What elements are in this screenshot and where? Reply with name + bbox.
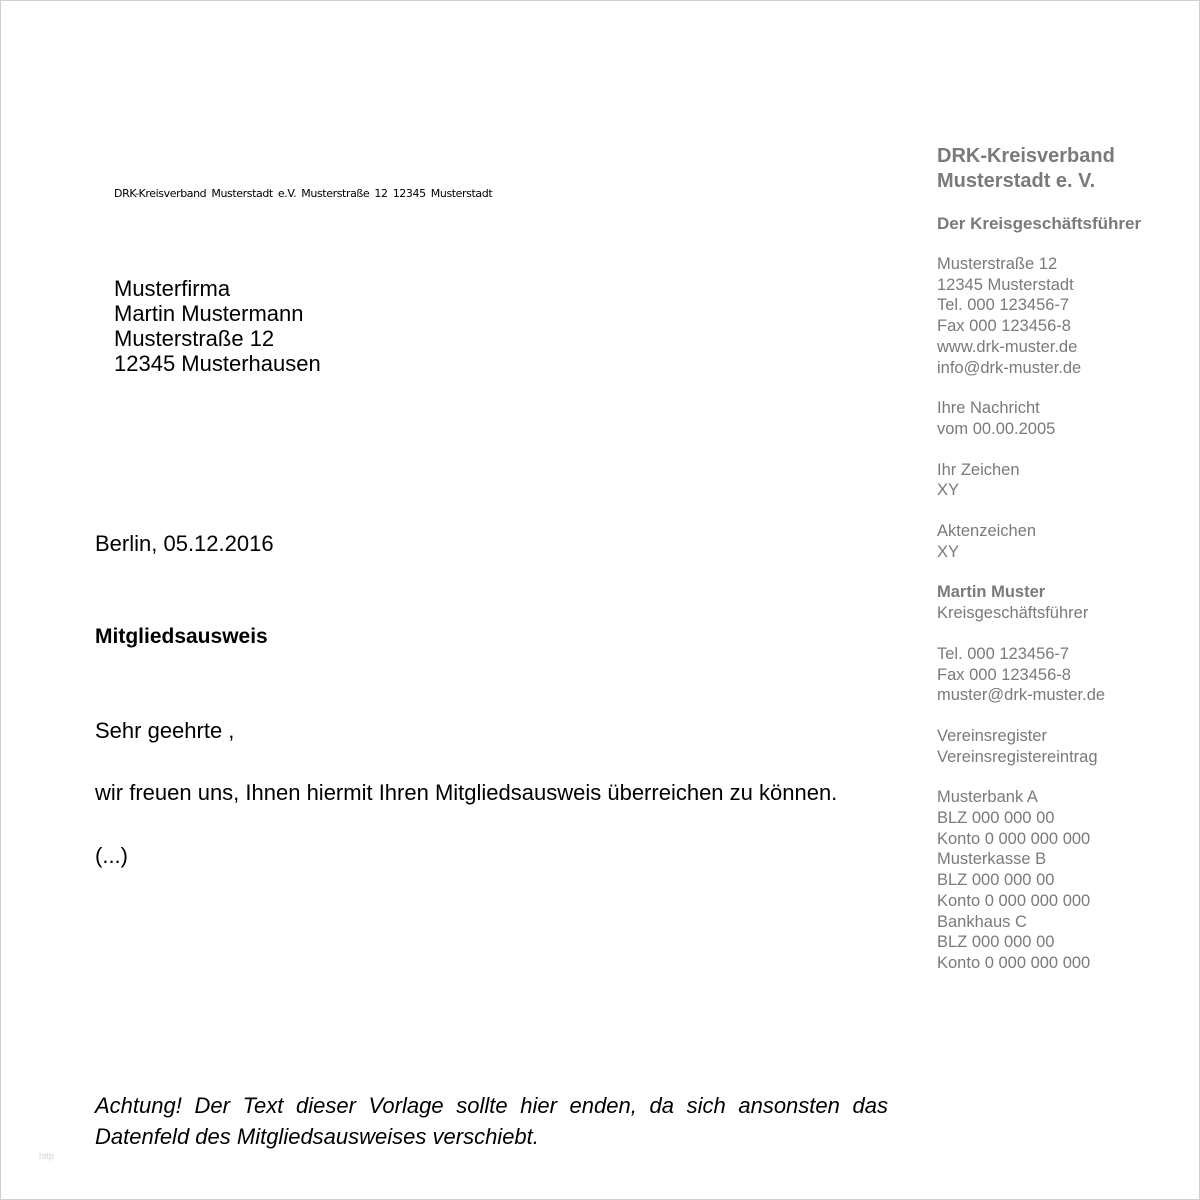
template-note-line-1: Achtung! Der Text dieser Vorlage sollte hier enden, da sich ansonsten das xyxy=(95,1093,888,1118)
bank-2-account: Konto 0 000 000 000 xyxy=(937,891,1091,910)
register-block xyxy=(937,726,1187,767)
sender-return-address: DRK-Kreisverband Musterstadt e.V. Musterstraße 12 12345 Musterstadt xyxy=(114,187,493,200)
organization-name-line-1: DRK-Kreisverband xyxy=(937,145,1115,167)
organization-address xyxy=(937,254,1187,378)
bank-1-name: Musterbank A xyxy=(937,788,1038,807)
bank-details-block xyxy=(937,787,1187,973)
recipient-company: Musterfirma xyxy=(114,276,231,301)
bank-1-blz: BLZ 000 000 00 xyxy=(937,809,1055,828)
recipient-name: Martin Mustermann xyxy=(114,301,304,326)
template-note-line-2: Datenfeld des Mitgliedsausweises verschiebt. xyxy=(95,1124,539,1149)
bank-2-name: Musterkasse B xyxy=(937,850,1047,869)
letter-body: wir freuen uns, Ihnen hiermit Ihren Mitgliedsausweis überreichen zu können. xyxy=(95,780,838,805)
contact-phone: Tel. 000 123456-7 xyxy=(937,644,1070,663)
contact-name: Martin Muster xyxy=(937,583,1046,602)
body-ellipsis: (...) xyxy=(95,843,128,868)
address-website: www.drk-muster.de xyxy=(937,337,1078,356)
your-message-label: Ihre Nachricht xyxy=(937,399,1040,418)
your-reference-value: XY xyxy=(937,481,960,500)
address-fax: Fax 000 123456-8 xyxy=(937,317,1071,336)
contact-details-block xyxy=(937,644,1187,706)
bank-3-name: Bankhaus C xyxy=(937,912,1027,931)
file-number-label: Aktenzeichen xyxy=(937,522,1037,541)
register-entry: Vereinsregistereintrag xyxy=(937,747,1098,766)
your-message-date: vom 00.00.2005 xyxy=(937,419,1056,438)
letter-date: Berlin, 05.12.2016 xyxy=(95,531,274,556)
organization-name-line-2: Musterstadt e. V. xyxy=(937,170,1096,192)
organization-name xyxy=(937,144,1187,194)
salutation: Sehr geehrte , xyxy=(95,718,235,743)
sender-role: Der Kreisgeschäftsführer xyxy=(937,214,1142,233)
bank-3-blz: BLZ 000 000 00 xyxy=(937,933,1055,952)
file-number-block xyxy=(937,521,1187,562)
your-message-block xyxy=(937,398,1187,439)
recipient-address xyxy=(114,276,321,376)
contact-fax: Fax 000 123456-8 xyxy=(937,665,1071,684)
file-number-value: XY xyxy=(937,542,960,561)
watermark-text: http xyxy=(39,1151,55,1161)
register-label: Vereinsregister xyxy=(937,726,1048,745)
your-reference-label: Ihr Zeichen xyxy=(937,460,1020,479)
address-phone: Tel. 000 123456-7 xyxy=(937,296,1070,315)
address-email: info@drk-muster.de xyxy=(937,358,1082,377)
contact-role: Kreisgeschäftsführer xyxy=(937,604,1089,623)
recipient-street: Musterstraße 12 xyxy=(114,326,275,351)
recipient-city: 12345 Musterhausen xyxy=(114,351,321,376)
letterhead-sidebar xyxy=(937,144,1187,974)
your-reference-block xyxy=(937,460,1187,501)
bank-1-account: Konto 0 000 000 000 xyxy=(937,829,1091,848)
contact-person-block xyxy=(937,582,1187,623)
bank-2-blz: BLZ 000 000 00 xyxy=(937,871,1055,890)
letter-subject: Mitgliedsausweis xyxy=(95,625,268,648)
address-city: 12345 Musterstadt xyxy=(937,275,1074,294)
address-street: Musterstraße 12 xyxy=(937,255,1058,273)
contact-email: muster@drk-muster.de xyxy=(937,686,1106,705)
bank-3-account: Konto 0 000 000 000 xyxy=(937,953,1091,972)
template-note xyxy=(95,1090,888,1152)
